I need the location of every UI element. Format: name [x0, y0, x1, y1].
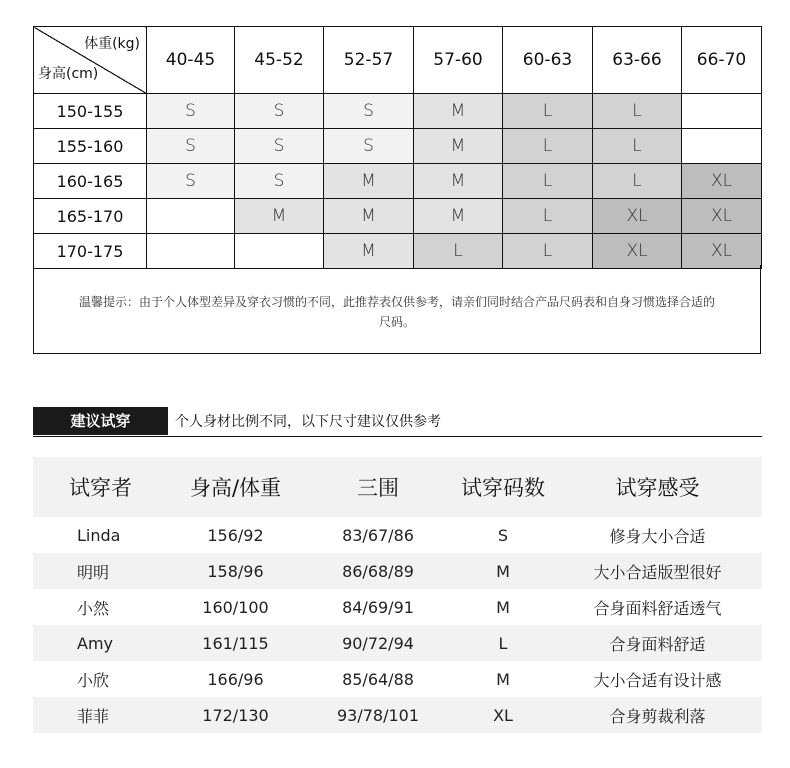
- size-cell: XL: [682, 199, 762, 234]
- size-cell: S: [235, 94, 324, 129]
- size-cell: L: [503, 234, 593, 269]
- size-cell: L: [503, 94, 593, 129]
- size-cell: M: [414, 94, 503, 129]
- trial-size-cell: M: [496, 561, 510, 581]
- trial-row: [33, 589, 762, 625]
- measurements-cell: 85/64/88: [342, 669, 414, 689]
- weight-range-header: 63-66: [593, 27, 682, 94]
- measurements-cell: 93/78/101: [336, 705, 420, 725]
- diagonal-header-cell: [34, 27, 147, 94]
- size-table-row: [34, 234, 762, 269]
- size-cell: S: [324, 94, 414, 129]
- size-cell: L: [503, 164, 593, 199]
- fit-feedback-cell: 合身面料舒适: [609, 634, 706, 654]
- trial-header-cell: 试穿感受: [615, 476, 700, 500]
- height-weight-cell: 166/96: [207, 669, 264, 689]
- trial-header-cell: 试穿码数: [461, 476, 545, 500]
- size-cell: L: [414, 234, 503, 269]
- size-cell: L: [503, 129, 593, 164]
- size-cell: L: [503, 199, 593, 234]
- tester-name-cell: 明明: [77, 562, 110, 582]
- weight-range-header: 52-57: [324, 27, 414, 94]
- size-cell: M: [324, 199, 414, 234]
- fit-feedback-cell: 修身大小合适: [609, 526, 706, 546]
- fit-feedback-cell: 合身面料舒适透气: [593, 598, 722, 618]
- size-cell: [147, 234, 235, 269]
- weight-range-header: 66-70: [682, 27, 762, 94]
- trial-table: [33, 457, 762, 733]
- size-cell: [682, 94, 762, 129]
- fit-feedback-cell: 大小合适版型很好: [593, 562, 722, 582]
- height-weight-cell: 161/115: [202, 633, 269, 653]
- measurements-cell: 84/69/91: [342, 597, 414, 617]
- trial-section-tag: 建议试穿: [33, 407, 168, 435]
- tester-name-cell: 小欣: [77, 670, 110, 690]
- height-weight-cell: 160/100: [202, 597, 269, 617]
- size-cell: [147, 199, 235, 234]
- height-weight-cell: 156/92: [207, 525, 264, 545]
- trial-row: [33, 697, 762, 733]
- measurements-cell: 86/68/89: [342, 561, 414, 581]
- size-table-header-row: [34, 27, 762, 94]
- fit-feedback-cell: 合身剪裁利落: [609, 706, 706, 726]
- size-cell: XL: [593, 234, 682, 269]
- size-cell: S: [235, 164, 324, 199]
- trial-header-cell: 试穿者: [69, 476, 132, 500]
- weight-axis-label: 体重(kg): [84, 36, 140, 52]
- height-range-cell: 170-175: [34, 234, 147, 269]
- weight-range-header: 57-60: [414, 27, 503, 94]
- size-recommendation-table: [33, 26, 762, 269]
- trial-header-cell: 身高/体重: [189, 476, 282, 500]
- size-cell: M: [324, 164, 414, 199]
- size-table-row: [34, 164, 762, 199]
- tester-name-cell: 菲菲: [77, 706, 110, 726]
- size-cell: XL: [682, 164, 762, 199]
- trial-row: [33, 625, 762, 661]
- size-cell: S: [147, 164, 235, 199]
- size-note-text: 温馨提示：由于个人体型差异及穿衣习惯的不同，此推荐表仅供参考，请亲们同时结合产品尺码表和自身习惯选择合适的尺码。: [78, 295, 715, 329]
- trial-section-header: [33, 406, 762, 437]
- tester-name-cell: Linda: [77, 525, 121, 545]
- tester-name-cell: Amy: [77, 633, 113, 653]
- size-cell: [682, 129, 762, 164]
- size-table-row: [34, 94, 762, 129]
- trial-size-cell: S: [497, 525, 509, 545]
- trial-row: [33, 553, 762, 589]
- height-range-cell: 160-165: [34, 164, 147, 199]
- tester-name-cell: 小然: [77, 598, 110, 618]
- height-weight-cell: 158/96: [207, 561, 264, 581]
- size-cell: L: [593, 129, 682, 164]
- weight-range-header: 40-45: [147, 27, 235, 94]
- size-cell: M: [414, 164, 503, 199]
- size-table-row: [34, 199, 762, 234]
- size-cell: XL: [593, 199, 682, 234]
- measurements-cell: 90/72/94: [342, 633, 414, 653]
- size-cell: M: [414, 199, 503, 234]
- trial-row: [33, 517, 762, 553]
- height-axis-label: 身高(cm): [38, 66, 99, 82]
- weight-range-header: 60-63: [503, 27, 593, 94]
- size-cell: M: [414, 129, 503, 164]
- size-cell: M: [235, 199, 324, 234]
- trial-section-description: 个人身材比例不同，以下尺寸建议仅供参考: [175, 414, 441, 430]
- size-cell: S: [147, 129, 235, 164]
- size-cell: L: [593, 164, 682, 199]
- trial-header-cell: 三围: [357, 476, 399, 500]
- size-cell: L: [593, 94, 682, 129]
- trial-size-cell: XL: [493, 705, 513, 725]
- trial-size-cell: M: [496, 597, 510, 617]
- size-note-box: [33, 265, 761, 354]
- height-weight-cell: 172/130: [202, 705, 269, 725]
- size-cell: S: [324, 129, 414, 164]
- trial-row: [33, 661, 762, 697]
- size-table-row: [34, 129, 762, 164]
- measurements-cell: 83/67/86: [342, 525, 414, 545]
- height-range-cell: 155-160: [34, 129, 147, 164]
- size-cell: M: [324, 234, 414, 269]
- size-cell: S: [147, 94, 235, 129]
- size-cell: S: [235, 129, 324, 164]
- size-cell: [235, 234, 324, 269]
- trial-size-cell: M: [496, 669, 510, 689]
- height-range-cell: 150-155: [34, 94, 147, 129]
- fit-feedback-cell: 大小合适有设计感: [593, 670, 722, 690]
- height-range-cell: 165-170: [34, 199, 147, 234]
- weight-range-header: 45-52: [235, 27, 324, 94]
- trial-size-cell: L: [498, 633, 508, 653]
- trial-table-header: [33, 457, 762, 517]
- size-cell: XL: [682, 234, 762, 269]
